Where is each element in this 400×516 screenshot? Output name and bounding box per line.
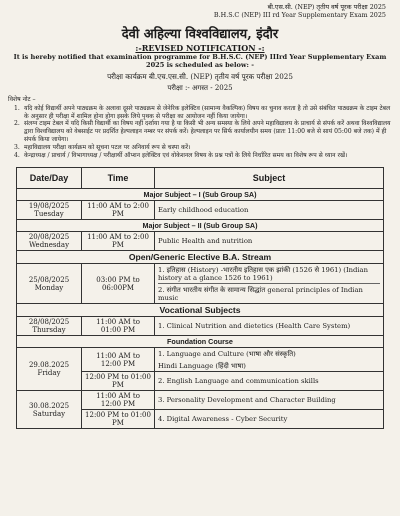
header-line-hindi: बी.एस.सी. (NEP) तृतीय वर्ष पूरक परीक्षा 2025 xyxy=(267,3,386,11)
note-item xyxy=(14,105,392,121)
day-text: Wednesday xyxy=(28,241,70,250)
time-cell: 11:00 AM to 01:00 PM xyxy=(82,317,155,336)
time-cell: 11:00 AM to 2:00 PM xyxy=(82,232,155,251)
subject-cell xyxy=(155,264,384,304)
time-cell: 11:00 AM to 12:00 PM xyxy=(82,348,155,372)
section-row xyxy=(17,189,384,201)
section-row xyxy=(17,336,384,348)
section-major-2: Major Subject – II (Sub Group SA) xyxy=(17,220,384,232)
day-text: Friday xyxy=(37,369,61,378)
subject-cell: 1. Clinical Nutrition and dietetics (Health Care System) xyxy=(155,317,384,336)
section-foundation: Foundation Course xyxy=(17,336,384,348)
table-header-row xyxy=(17,168,384,189)
table-row xyxy=(17,201,384,220)
table-row xyxy=(17,391,384,410)
time-cell: 11:00 AM to 2:00 PM xyxy=(82,201,155,220)
date-text: 25/08/2025 xyxy=(28,275,70,284)
note-text: यदि कोई विद्यार्थी अपने पाठ्यक्रम के अलावा दूसरे पाठ्यक्रम से जेनेरिक इलेक्टिव (सामान्य वैकल्पिक) विषय का चुनाव करता है तो उसे संबंधित पाठ्यक्रम के टाइम टेबल के अनुसार ही परीक्षा में शामिल होना होगा इसके लिये पृथक से परीक्षा का आयोजन नहीं किया जायेगा। xyxy=(24,104,391,120)
subject-cell: 3. Personality Development and Character Building xyxy=(155,391,384,410)
time-cell: 11:00 AM to 12:00 PM xyxy=(82,391,155,410)
special-notes xyxy=(8,96,392,159)
notification-title: :-REVISED NOTIFICATION -: xyxy=(135,43,265,53)
subject-line: 1. इतिहास (History) -भारतीय इतिहास एक झांकी (1526 से 1961) (Indian history at a glance 1526 to 1961) xyxy=(158,265,380,284)
note-item xyxy=(14,120,392,143)
date-text: 28/08/2025 xyxy=(28,318,70,327)
section-row xyxy=(17,251,384,264)
time-cell: 12:00 PM to 01:00 PM xyxy=(82,372,155,391)
subject-line: 2. संगीत भारतीय संगीत के सामान्य सिद्धांत general principles of Indian music xyxy=(158,286,363,303)
header-line-english: B.H.S.C (NEP) III rd Year Supplementary Exam 2025 xyxy=(213,11,386,19)
table-row xyxy=(17,317,384,336)
col-header-subject: Subject xyxy=(155,168,384,189)
subject-line: 1. Language and Culture (भाषा और संस्कृति) xyxy=(158,350,296,359)
day-text: Tuesday xyxy=(34,210,64,219)
subject-cell: 2. English Language and communication skills xyxy=(155,372,384,391)
col-header-time: Time xyxy=(82,168,155,189)
note-text: केन्द्राध्यक्ष / प्राचार्य / विभागाध्यक्ष / परीक्षार्थी ऑप्शन इलेक्टिव एवं वोकेशनल विषय के प्रश्न पत्रों के लिये निर्धारित समय का विशेष रूप से ध्यान रखें। xyxy=(24,151,348,159)
section-open-elective: Open/Generic Elective B.A. Stream xyxy=(17,251,384,264)
date-cell xyxy=(17,264,82,304)
subject-cell: 4. Digital Awareness - Cyber Security xyxy=(155,410,384,429)
section-row xyxy=(17,220,384,232)
section-row xyxy=(17,304,384,317)
note-text: महाविद्यालय परीक्षा कार्यक्रम को सूचना पटल पर अनिवार्य रूप से चस्पा करें। xyxy=(24,143,191,151)
note-item xyxy=(14,152,392,160)
time-cell: 12:00 PM to 01:00 PM xyxy=(82,410,155,429)
date-text: 19/08/2025 xyxy=(28,202,70,211)
intro-text: It is hereby notified that examination programme for B.H.S.C. (NEP) IIIrd Year Supplementary Exam 2025 is scheduled as below: - xyxy=(13,53,387,69)
time-cell: 03:00 PM to 06:00PM xyxy=(82,264,155,304)
date-cell xyxy=(17,232,82,251)
date-text: 20/08/2025 xyxy=(28,233,70,242)
note-text: संलग्न टाइम टेबल में यदि किसी विद्यार्थी का विषय नहीं दर्शाया गया है या किसी भी अन्य समस्या के लिये अपने महाविद्यालय के प्राचार्य से संपर्क करें अथवा विश्वविद्यालय द्वारा विश्वविद्यालय को वेबसाईट पर प्रदर्शित हेल्पलाइन नम्बर पर संपर्क करें। हेल्पलाइन पर सिर्फ कार्यालयीन समय (प्रातः 11:00 बजे से सायं 05:00 बजे तक) में ही संपर्क किया जायेगा। xyxy=(24,120,391,143)
subject-cell xyxy=(155,348,384,372)
date-cell xyxy=(17,317,82,336)
subject-line: Hindi Language (हिंदी भाषा) xyxy=(158,362,246,371)
note-number: 3. xyxy=(14,143,20,151)
date-cell xyxy=(17,391,82,429)
col-header-date: Date/Day xyxy=(17,168,82,189)
day-text: Saturday xyxy=(32,409,66,418)
date-cell xyxy=(17,348,82,391)
note-number: 1. xyxy=(14,104,20,112)
subject-cell: Public Health and nutrition xyxy=(155,232,384,251)
date-text: 29.08.2025 xyxy=(28,361,70,370)
table-row xyxy=(17,264,384,304)
exam-month: परीक्षा :- अगस्त - 2025 xyxy=(167,84,233,92)
header-exam-caption xyxy=(214,3,386,19)
subject-cell: Early childhood education xyxy=(155,201,384,220)
day-text: Monday xyxy=(34,283,64,292)
day-text: Thursday xyxy=(32,326,66,335)
programme-title: परीक्षा कार्यक्रम बी.एच.एस.सी. (NEP) तृतीय वर्ष पूरक परीक्षा 2025 xyxy=(107,72,293,81)
table-row xyxy=(17,348,384,372)
section-major-1: Major Subject – I (Sub Group SA) xyxy=(17,189,384,201)
table-row xyxy=(17,232,384,251)
note-number: 2. xyxy=(14,120,20,128)
section-vocational: Vocational Subjects xyxy=(17,304,384,317)
exam-timetable xyxy=(16,167,384,429)
note-item xyxy=(14,144,392,152)
date-cell xyxy=(17,201,82,220)
note-number: 4. xyxy=(14,151,20,159)
date-text: 30.08.2025 xyxy=(28,401,70,410)
university-name: देवी अहिल्या विश्वविद्यालय, इंदौर xyxy=(121,27,279,42)
notes-lead: विशेष नोट – xyxy=(8,96,36,103)
